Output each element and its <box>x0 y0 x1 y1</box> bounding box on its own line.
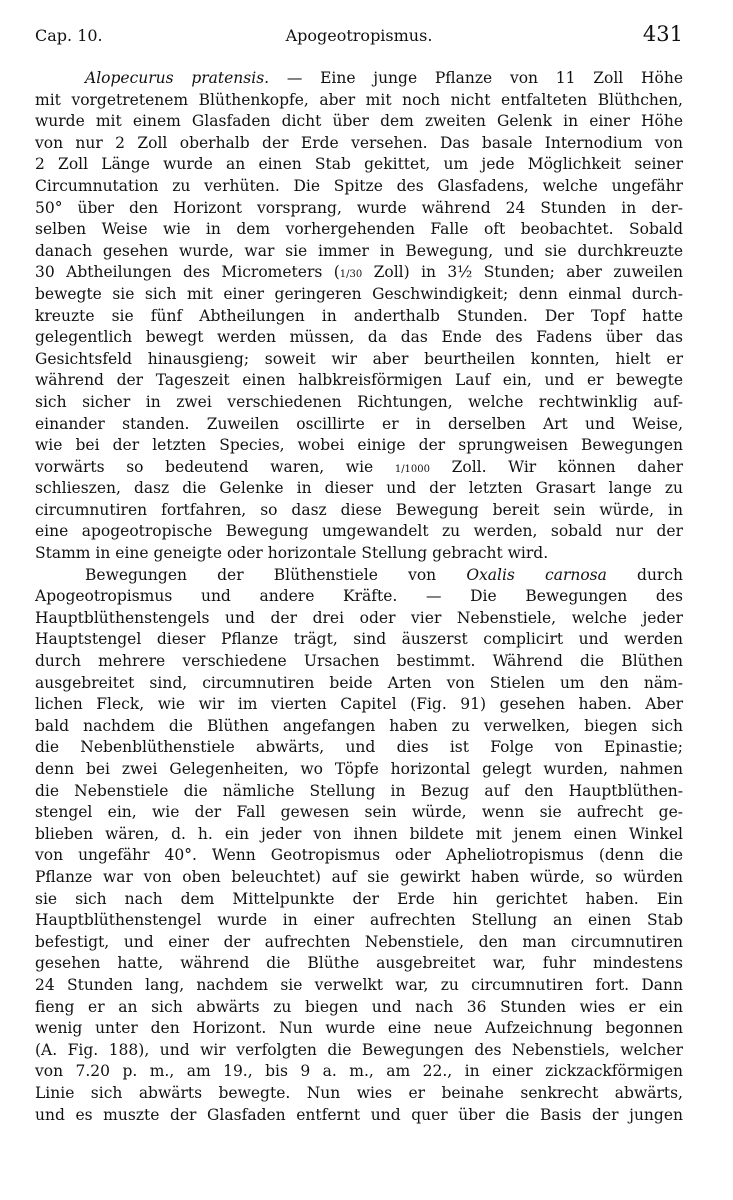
text-line: gelegentlich bewegt werden müssen, da das Ende des Fadens über das <box>35 328 683 347</box>
text-line: danach gesehen wurde, war sie immer in Bewegung, und sie durchkreuzte <box>35 241 683 260</box>
text-line: Stamm in eine geneigte oder horizontale Stellung gebracht wird. <box>35 544 549 563</box>
text-line: gesehen hatte, während die Blüthe ausgebreitet war, fuhr mindestens <box>35 954 683 973</box>
text-line: Hauptblüthenstengels und der drei oder vier Nebenstiele, welche jeder <box>35 608 683 627</box>
text-line: wenig unter den Horizont. Nun wurde eine neue Aufzeichnung begonnen <box>35 1019 683 1038</box>
text-line: befestigt, und einer der aufrechten Nebenstiele, den man circumnutiren <box>35 932 683 951</box>
text-line: die Nebenblüthenstiele abwärts, und dies ist Folge von Epinastie; <box>35 738 683 757</box>
text-line: blieben wären, d. h. ein jeder von ihnen bildete mit jenem einen Winkel <box>35 824 683 843</box>
text-line: eine apogeotropische Bewegung umgewandelt zu werden, sobald nur der <box>35 522 683 541</box>
section-heading-line: Bewegungen der Blüthenstiele von Oxalis carnosa durch <box>85 565 684 584</box>
text-line: und es muszte der Glasfaden entfernt und quer über die Basis der jungen <box>35 1105 683 1124</box>
text-line: (A. Fig. 188), und wir verfolgten die Bewegungen des Nebenstiels, welcher <box>35 1040 683 1059</box>
text-line: Hauptstengel dieser Pflanze trägt, sind äuszerst complicirt und werden <box>35 630 683 649</box>
text-line: einander standen. Zuweilen oscillirte er in derselben Art und Weise, <box>35 414 683 433</box>
text-line: durch mehrere verschiedene Ursachen bestimmt. Während die Blüthen <box>35 652 683 671</box>
text-line: vorwärts so bedeutend waren, wie 1/1000 Zoll. Wir können daher <box>35 457 684 476</box>
text-line: sie sich nach dem Mittelpunkte der Erde hin gerichtet haben. Ein <box>35 889 683 908</box>
text-line: 50° über den Horizont vorsprang, wurde während 24 Stunden in der- <box>35 198 683 217</box>
chapter-label: Cap. 10. <box>35 26 103 45</box>
text-line: während der Tageszeit einen halbkreisförmigen Lauf ein, und er bewegte <box>35 371 683 390</box>
text-line: Pflanze war von oben beleuchtet) auf sie gewirkt haben würde, so würden <box>35 867 683 886</box>
text-line: Hauptblüthenstengel wurde in einer aufrechten Stellung an einen Stab <box>35 911 683 930</box>
text-line: kreuzte sie fünf Abtheilungen in anderthalb Stunden. Der Topf hatte <box>35 306 683 325</box>
text-line: die Nebenstiele die nämliche Stellung in Bezug auf den Hauptblüthen- <box>35 781 683 800</box>
text-line: wurde mit einem Glasfaden dicht über dem zweiten Gelenk in einer Höhe <box>35 112 683 131</box>
text-line: von 7.20 p. m., am 19., bis 9 a. m., am 22., in einer zickzackförmigen <box>35 1062 683 1081</box>
text-line: wie bei der letzten Species, wobei einige der sprungweisen Bewegungen <box>35 436 683 455</box>
text-line: sich sicher in zwei verschiedenen Richtungen, welche rechtwinklig auf- <box>35 392 683 411</box>
fraction: 1/30 <box>339 269 363 281</box>
text-line: 30 Abtheilungen des Micrometers (1/30 Zoll) in 3½ Stunden; aber zuweilen <box>35 263 683 282</box>
text-line: selben Weise wie in dem vorhergehenden Falle oft beobachtet. Sobald <box>35 220 683 239</box>
text-line: fieng er an sich abwärts zu biegen und nach 36 Stunden wies er ein <box>35 997 683 1016</box>
running-header <box>35 22 683 52</box>
text-line: stengel ein, wie der Fall gewesen sein würde, wenn sie aufrecht ge- <box>35 803 683 822</box>
text-line: Circumnutation zu verhüten. Die Spitze des Glasfadens, welche ungefähr <box>35 176 683 195</box>
text-line: lichen Fleck, wie wir im vierten Capitel (Fig. 91) gesehen haben. Aber <box>35 695 683 714</box>
text-line: mit vorgetretenem Blüthenkopfe, aber mit noch nicht entfalteten Blüthchen, <box>35 90 683 109</box>
text-line: Alopecurus pratensis. — Eine junge Pflanze von 11 Zoll Höhe <box>85 69 684 87</box>
running-title: Apogeotropismus. <box>285 26 433 45</box>
section-heading-line: Apogeotropismus und andere Kräfte. — Die Bewegungen des <box>35 587 683 606</box>
species-name: Oxalis carnosa <box>466 565 607 584</box>
text-line: bewegte sie sich mit einer geringeren Geschwindigkeit; denn einmal durch- <box>35 284 683 303</box>
body-text <box>35 68 683 1126</box>
text-line: denn bei zwei Gelegenheiten, wo Töpfe horizontal gelegt wurden, nahmen <box>35 760 683 778</box>
text-line: bald nachdem die Blüthen angefangen haben zu verwelken, biegen sich <box>35 716 683 735</box>
text-line: 2 Zoll Länge wurde an einen Stab gekittet, um jede Möglichkeit seiner <box>35 155 683 174</box>
text-line: circumnutiren fortfahren, so dasz diese Bewegung bereit sein würde, in <box>35 500 683 519</box>
text-line: von nur 2 Zoll oberhalb der Erde versehen. Das basale Internodium von <box>35 133 683 152</box>
text-line: Linie sich abwärts bewegte. Nun wies er beinahe senkrecht abwärts, <box>35 1083 683 1102</box>
fraction: 1/1000 <box>394 463 431 475</box>
text-line: von ungefähr 40°. Wenn Geotropismus oder Apheliotropismus (denn die <box>35 846 683 865</box>
text-line: schlieszen, dasz die Gelenke in dieser und der letzten Grasart lange zu <box>35 479 683 498</box>
species-name: Alopecurus pratensis. <box>85 69 270 87</box>
text-line: 24 Stunden lang, nachdem sie verwelkt war, zu circumnutiren fort. Dann <box>35 975 683 994</box>
text-line: ausgebreitet sind, circumnutiren beide Arten von Stielen um den näm- <box>35 673 683 692</box>
text-line: Gesichtsfeld hinausgieng; soweit wir aber beurtheilen konnten, hielt er <box>35 349 683 368</box>
page-number: 431 <box>642 22 683 46</box>
